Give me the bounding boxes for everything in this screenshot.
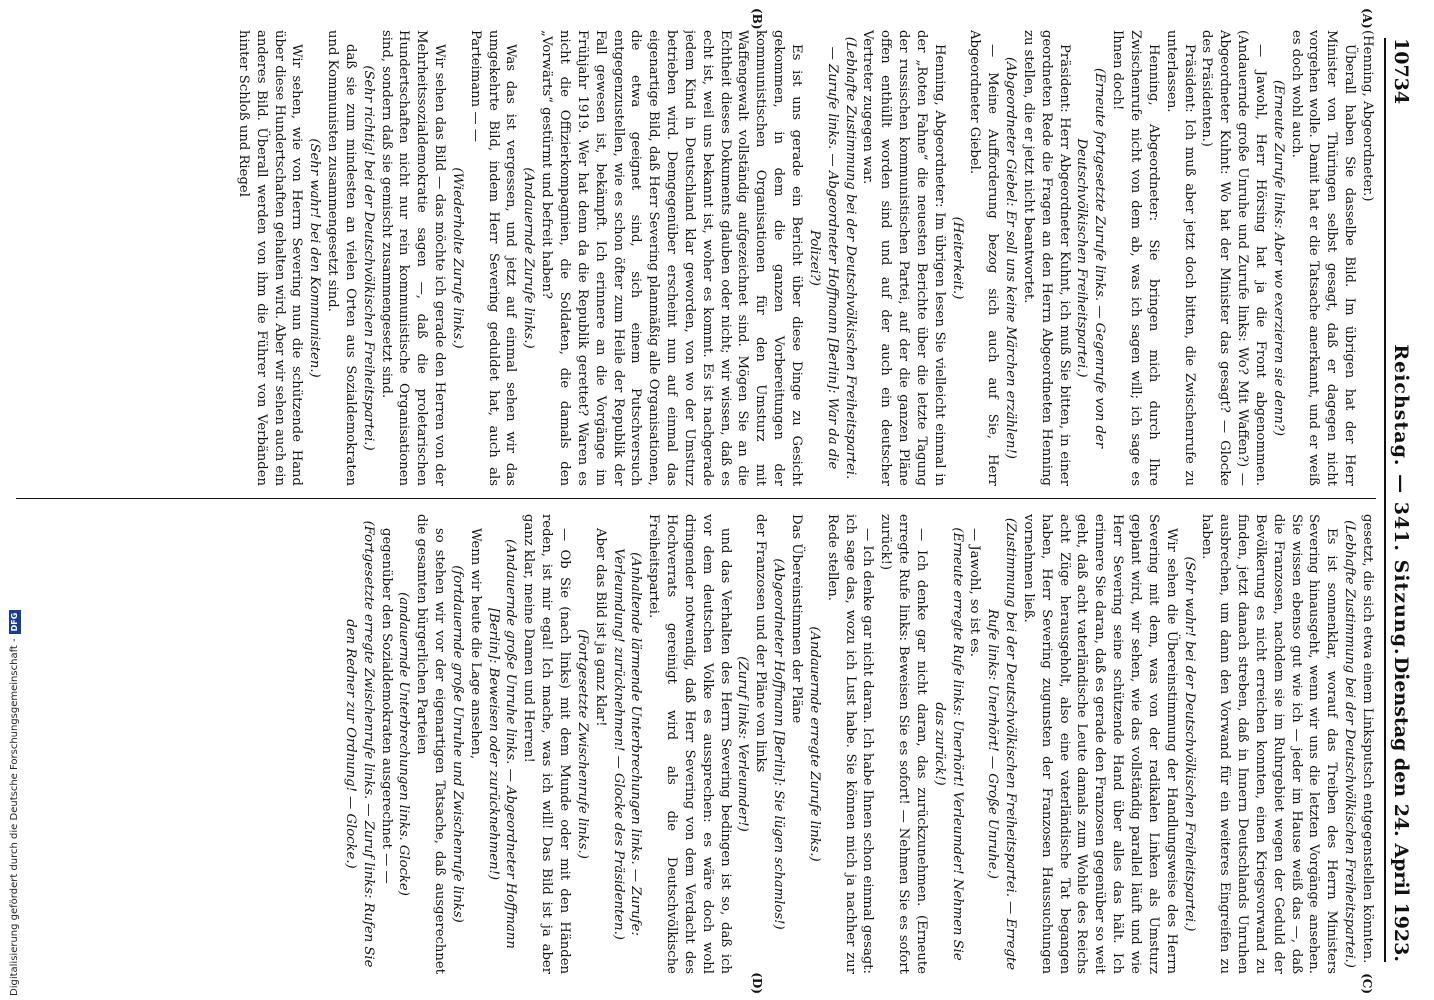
margin-mark-a: (A) [1360,8,1374,29]
stage-direction: (Erneute erregte Rufe links: Unerhört! Verleumder! Nehmen Sie das zurück!) [931,527,965,961]
stage-direction: (Sehr wahr! bei der Deutschvölkischen Freiheitspartei.) [1181,556,1197,932]
paragraph: Überall haben Sie dasselbe Bild. Im übrigen hat der Herr Minister von Thüringen selbst gesagt, daß er dagegen nicht vorgehen wolle. Damit hat er die Tatsache anerkannt, und er weiß es doch wohl auch. [1288,30,1358,486]
paragraph: Was das ist vergessen, und jetzt auf einmal sehen wir das umgekehrte Bild, indem Herr Severing geduldet hat, auch als Parteimann — — [467,30,519,486]
stage-direction: (andauernde Unterbrechungen links. Glocke) [396,592,412,896]
right-column [12,514,1376,974]
paragraph: — Ob Sie (nach links) mit dem Munde oder mit den Händen reden, ist mir egal! Ich mache, was ich will! Das Bild ist ja aber ganz klar, meine Damen und Herren! [521,514,573,974]
stage-direction: (Fortgesetzte Zwischenrufe links.) [574,629,590,859]
paragraph: — Ich denke gar nicht daran, das zurückzunehmen. (Erneute erregte Rufe links: Beweisen Sie es sofort! — Nehmen Sie es sofort zurück!) [878,514,929,974]
paragraph: Henning, Abgeordneter: Im übrigen lesen Sie vielleicht einmal in der „Roten Fahne“ die neuesten Berichte über die letzte Tagung der russischen kommunistischen Partei, auf der die ganzen Pläne offen enthüllt worden sind und auf der auch ein deutscher Vertreter zugegen war. [860,30,947,486]
paragraph: — Ich denke gar nicht daran. Ich habe Ihnen schon einmal gesagt: ich sage das, wozu ich Lust habe. Sie können mich ja nachher zur Rede stellen. [824,514,876,974]
paragraph: gesetzt, die sich etwa einem Linksputsch entgegenstellen könnten. [1360,514,1375,964]
stage-direction: (Abgeordneter Hoffmann [Berlin]: Sie lügen schamlos!) [771,558,787,930]
stage-direction: (Heiterkeit.) [949,216,965,300]
paragraph: Präsident: Ich muß aber jetzt doch bitten, die Zwischenrufe zu unterlassen. [1163,30,1197,486]
paragraph: Präsident: Herr Abgeordneter Kuhnt, ich muß Sie bitten, in einer geordneten Rede die Fragen an den Herrn Abgeordneten Henning zu stellen, die er jetzt nicht beantwortet. [1020,30,1072,486]
paragraph: der Franzosen und der Pläne von links [753,514,769,773]
stage-direction: (Zuruf links: Verleumder!) [735,656,751,832]
paragraph: — Meine Aufforderung bezog sich auch auf Sie, Herr Abgeordneter Giebel. [967,30,1001,486]
dfg-logo: DFG [9,610,21,635]
paragraph: Wenn wir heute die Lage ansehen, [467,528,483,760]
paragraph: (Henning, Abgeordneter.) [1360,30,1375,202]
stage-direction: (Erneute Zurufe links: Aber wo exerzieren sie denn?) [1270,79,1286,437]
paragraph: Aber das Bild ist ja ganz klar! [592,528,608,727]
paragraph: so stehen wir vor der eigenartigen Tatsache, daß ausgerechnet die gesamten bürgerlichen Parteien [414,514,448,974]
margin-mark-c: (C) [1360,973,1374,994]
header-date: Dienstag den 24. April 1923. [1390,656,1412,962]
column-divider [16,498,1376,499]
paragraph: Wir sehen das Bild — das möchte ich gerade den Herren von der Mehrheitssozialdemokratie sagen —, daß die proletarischen Hundertschaften nicht nur rein kommunistische Organisationen sind, sondern daß sie gemischt zusammengesetzt sind. [378,30,448,486]
stage-direction: (Lebhafte Zustimmung bei der Deutschvölkischen Freiheitspartei. — Zurufe links. — Abgeordneter Hoffmann [Berlin]: War da die Polizei?) [806,36,858,480]
header-title: Reichstag. — 341. Sitzung. [1390,344,1412,656]
stage-direction: (Lebhafte Zustimmung bei der Deutschvölkischen Freiheitspartei.) [1342,520,1358,968]
page-number: 10734 [1390,38,1412,105]
stage-direction: (Wiederholte Zurufe links.) [449,167,465,349]
paragraph: — Jawohl, Herr Hörsing hat ja die Front abgenommen. (Andauernde große Unruhe und Zurufe links: Wo? Mit Waffen?) — Abgeordneter Kuhnt: Wo hat der Minister das gesagt? — Glocke des Präsidenten.) [1199,30,1268,486]
stage-direction: (Sehr richtig! bei der Deutschvölkischen Freiheitspartei.) [360,65,376,451]
stage-direction: (Andauernde erregte Zurufe links.) [806,626,822,862]
stage-direction: (Anhaltende lärmende Unterbrechungen links. — Zurufe: Verleumdung! zurücknehmen! — Glocke des Präsidenten.) [610,548,644,940]
paragraph: Es ist uns gerade ein Bericht über diese Dinge zu Gesicht gekommen, in dem die ganzen Vorbereitungen der kommunistischen Organisationen für den Umsturz mit Waffengewalt vollständig aufgezeichnet sind. Mögen Sie an die Echtheit dieses Dokuments glauben oder nicht; wir wissen, daß es echt ist, weil uns bekannt ist, woher es kommt. Es ist nachgerade jedem Kind in Deutschland klar geworden, von wo der Umsturz betrieben wird. Demgegenüber erscheint nun auf einmal das eigenartige Bild, daß Herr Severing planmäßig alle Organisationen, die etwa geeignet sind, sich einem Putschversuch entgegenzustellen, wie es schon öfter zum Heile der Republik der Fall gewesen ist, bekämpft. Ich erinnere an die Vorgänge im Frühjahr 1919. Wer hat denn da die Republik gerettet? Waren es nicht die Offizierkompagnien, die Soldaten, die damals den „Vorwärts“ gestürmt und befreit haben? [539,30,804,486]
paragraph: Wir sehen, wie von Herrn Severing nun die schützende Hand über diese Hundertschaften gehalten wird. Aber wir sehen auch ein anderes Bild. Überall werden von ihm die Führer von Verbänden hinter Schloß und Riegel [235,30,305,486]
paragraph: gegenüber den Sozialdemokraten ausgerechnet — — [378,528,394,884]
paragraph: — Jawohl, so ist es. [967,528,983,657]
margin-mark-d: (D) [750,972,764,994]
stage-direction: (Sehr wahr! bei den Kommunisten.) [307,138,323,378]
stage-direction: (Abgeordneter Giebel: Er soll uns keine Märchen erzählen!) [1003,57,1019,459]
stage-direction: (Fortgesetzte erregte Zwischenrufe links. — Zuruf links: Rufen Sie den Redner zur Ordnung! — Glocke.) [342,520,376,968]
paragraph: Wir sehen die Übereinstimmung der Handlungsweise des Herrn Severing mit dem, was von der radikalen Linken als Umsturz geplant wird, wir sehen, wie das vollständig parallel läuft und wie Herr Severing seine schützende Hand über alles das hält. Ich erinnere Sie daran, daß es gerade den Franzosen gegenüber so weit geht, daß acht vaterländische Leute damals zum Wohle des Reichs acht Züge herausgeholt, also eine vaterländische Tat begangen haben, Herr Severing zugunsten der Franzosen Haussuchungen vornehmen ließ. [1020,514,1179,974]
paragraph: und das Verhalten des Herrn Severing bedingen ist so, daß ich vor dem deutschen Volke es aussprechen: es wäre doch wohl dringender notwendig, daß Herr Severing von dem Verdacht des Hochverrats gereinigt wird als die Deutschvölkische Freiheitspartei. [646,514,733,974]
stage-direction: (Zustimmung bei der Deutschvölkischen Freiheitspartei. — Erregte Rufe links: Unerhört! — Große Unruhe.) [985,517,1019,971]
stage-direction: (Andauernde Zurufe links.) [521,167,537,349]
paragraph: Henning, Abgeordneter: Sie bringen mich durch Ihre Zwischenrufe nicht von dem ab, was ich sagen will; ich sage es Ihnen doch! [1110,30,1161,486]
stage-direction: (fortdauernde große Unruhe und Zwischenrufe links) [449,565,465,923]
page-header [1384,38,1416,962]
footer-text: Digitalisierung gefördert durch die Deutsche Forschungsgemeinschaft - [9,638,20,996]
paragraph: daß sie zum mindesten an vielen Orten aus Sozialdemokraten und Kommunisten zusammengesetzt sind. [325,30,358,486]
stage-direction: (Erneute fortgesetzte Zurufe links. — Gegenrufe von der Deutschvölkischen Freiheitspartei.) [1074,67,1108,449]
paragraph: Es ist sonnenklar, worauf das Treiben des Herrn Ministers Severing hinausgeht, wenn wir uns die letzten Vorgänge ansehen. Sie wissen ebenso gut wie ich — jeder im Hause weiß das —, daß die Franzosen, nachdem sie im Ruhrgebiet wegen der Geduld der Bevölkerung es nicht erreichen konnten, einen Kriegsvorwand zu finden, jetzt danach streben, daß in Innern Deutschlands Unruhen ausbrechen, um dann den Vorwand für ein weiteres Eingreifen zu haben. [1199,514,1340,974]
stage-direction: (Andauernde große Unruhe links. — Abgeordneter Hoffmann [Berlin]: Beweisen oder zurücknehmen!) [485,539,519,949]
paragraph: Das Übereinstimmen der Pläne [789,514,804,724]
left-column [12,30,1376,486]
margin-mark-b: (B) [750,8,764,30]
